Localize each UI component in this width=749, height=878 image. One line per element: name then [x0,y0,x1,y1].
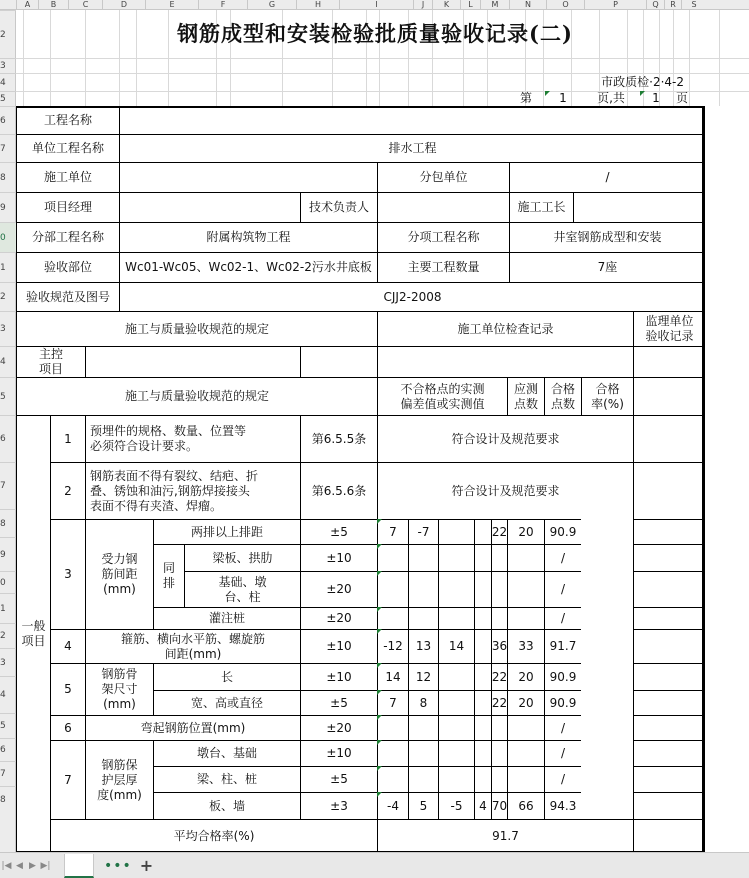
measure-two_rows-0[interactable]: 7 [377,519,408,544]
first-sheet-icon[interactable]: |◀ [1,860,12,871]
measure-slab-0[interactable]: -4 [377,792,408,819]
measure-base-5[interactable] [507,571,544,607]
hdr-measure: 不合格点的实测 偏差值或实测值 [377,377,507,415]
sheet-tab-page1[interactable] [64,854,94,878]
project-name-label: 工程名称 [16,106,119,134]
column-header-c[interactable]: C [68,0,102,10]
supervisor-two_rows[interactable] [633,519,705,544]
comment-marker-icon [377,715,382,720]
row-header-14[interactable]: 4 [0,346,16,377]
measure-base-0[interactable] [377,571,408,607]
tolerance-width: ±5 [300,690,377,715]
construction-unit-label: 施工单位 [16,162,119,192]
measure-base-2[interactable] [438,571,474,607]
item2-clause: 第6.5.6条 [300,462,377,519]
measure-beam-4[interactable] [491,544,507,571]
measure-slab-5[interactable]: 66 [507,792,544,819]
project-manager-label: 项目经理 [16,192,119,222]
comment-marker-icon [640,91,645,96]
measure-beam-5[interactable] [507,544,544,571]
comment-marker-icon [377,519,382,524]
main-control-c2[interactable] [300,346,377,377]
measure-width-3[interactable] [474,690,491,715]
add-sheet-icon[interactable]: + [139,856,154,875]
section-spec-header: 施工与质量验收规范的规定 [16,311,377,346]
measure-cast-6[interactable]: / [544,607,581,629]
column-header-f[interactable]: F [198,0,247,10]
foreman-label: 施工工长 [509,192,573,222]
main-qty-label: 主要工程数量 [377,252,509,282]
r-slab: 板、墙 [153,792,300,819]
measure-base-1[interactable] [408,571,438,607]
same-row-label: 同 排 [153,544,184,607]
tolerance-bent: ±20 [300,715,377,740]
comment-marker-icon [377,740,382,745]
tech-lead-value[interactable] [377,192,509,222]
item2-desc: 钢筋表面不得有裂纹、结疤、折 叠、锈蚀和油污,钢筋焊接接头 表面不得有夹渣、焊瘤。 [85,462,300,519]
item6-no: 6 [50,715,85,740]
measure-bent-3[interactable] [474,715,491,740]
division-label: 分部工程名称 [16,222,119,252]
item7-name: 钢筋保 护层厚 度(mm) [85,740,153,819]
subitem-value[interactable]: 井室钢筋成型和安装 [509,222,705,252]
supervisor-column[interactable] [633,766,705,792]
measure-length-4[interactable]: 22 [491,663,507,690]
measure-length-0[interactable]: 14 [377,663,408,690]
supervisor-cast[interactable] [633,607,705,629]
row-header-9[interactable]: 9 [0,192,16,222]
measure-length-6[interactable]: 90.9 [544,663,581,690]
measure-two_rows-6[interactable]: 90.9 [544,519,581,544]
measure-base-4[interactable] [491,571,507,607]
r-width: 宽、高或直径 [153,690,300,715]
gridline-h [16,58,749,59]
column-header-a[interactable]: A [16,0,38,10]
row-header-23[interactable]: 3 [0,648,16,676]
measure-bent-2[interactable] [438,715,474,740]
measure-stirrup-2[interactable]: 14 [438,629,474,663]
main-control-c3[interactable] [377,346,633,377]
hdr-spec: 施工与质量验收规范的规定 [16,377,377,415]
item1-no: 1 [50,415,85,462]
tolerance-beam: ±10 [300,544,377,571]
measure-stirrup-5[interactable]: 33 [507,629,544,663]
avg-sup[interactable] [633,819,705,852]
comment-marker-icon [377,792,382,797]
measure-beam-6[interactable]: / [544,544,581,571]
main-control-label: 主控 项目 [16,346,85,377]
column-header-p[interactable]: P [584,0,646,10]
hdr-rate: 合格 率(%) [581,377,633,415]
item1-clause: 第6.5.5条 [300,415,377,462]
comment-marker-icon [377,690,382,695]
row-header-25[interactable]: 5 [0,713,16,738]
row-header-7[interactable]: 7 [0,134,16,162]
supervisor-length[interactable] [633,663,705,690]
item3-no: 3 [50,519,85,629]
unit-project-value[interactable]: 排水工程 [119,134,705,162]
item1-sup[interactable] [633,415,705,462]
measure-beam-1[interactable] [408,544,438,571]
measure-column-1[interactable] [408,766,438,792]
row-header-4[interactable]: 4 [0,73,16,91]
avg-label: 平均合格率(%) [50,819,377,852]
measure-cast-3[interactable] [474,607,491,629]
row-header-15[interactable]: 5 [0,377,16,415]
r-cast: 灌注桩 [153,607,300,629]
item4-no: 4 [50,629,85,663]
measure-width-5[interactable]: 20 [507,690,544,715]
comment-marker-icon [377,544,382,549]
measure-beam-2[interactable] [438,544,474,571]
row-header-28[interactable]: 8 [0,786,16,813]
division-value[interactable]: 附属构筑物工程 [119,222,377,252]
measure-width-1[interactable]: 8 [408,690,438,715]
measure-cast-4[interactable] [491,607,507,629]
measure-length-5[interactable]: 20 [507,663,544,690]
measure-two_rows-5[interactable]: 20 [507,519,544,544]
column-header-m[interactable]: M [480,0,509,10]
measure-bent-1[interactable] [408,715,438,740]
hdr-supervisor [633,377,705,415]
column-header-i[interactable]: I [339,0,413,10]
measure-column-6[interactable]: / [544,766,581,792]
row-header-27[interactable]: 7 [0,761,16,786]
row-header-21[interactable]: 1 [0,593,16,623]
row-header-17[interactable]: 7 [0,462,16,509]
row-header-22[interactable]: 2 [0,623,16,648]
column-header-l[interactable]: L [460,0,480,10]
column-header-b[interactable]: B [38,0,68,10]
item7-no: 7 [50,740,85,819]
measure-cast-1[interactable] [408,607,438,629]
measure-slab-1[interactable]: 5 [408,792,438,819]
measure-pier-2[interactable] [438,740,474,766]
measure-column-5[interactable] [507,766,544,792]
item5-name: 钢筋骨 架尺寸 (mm) [85,663,153,715]
comment-marker-icon [377,607,382,612]
row-header-3[interactable]: 3 [0,58,16,73]
r-column: 梁、柱、桩 [153,766,300,792]
column-header-e[interactable]: E [145,0,198,10]
r-two-rows: 两排以上排距 [153,519,300,544]
main-control-c4[interactable] [633,346,705,377]
measure-two_rows-2[interactable] [438,519,474,544]
supervisor-beam[interactable] [633,544,705,571]
row-header-bar [0,10,16,852]
measure-length-3[interactable] [474,663,491,690]
measure-pier-3[interactable] [474,740,491,766]
tech-lead-label: 技术负责人 [300,192,377,222]
comment-marker-icon [377,663,382,668]
measure-slab-4[interactable]: 70 [491,792,507,819]
tolerance-column: ±5 [300,766,377,792]
sheet-tab-bar [0,852,749,878]
prev-sheet-icon[interactable]: ◀ [16,860,23,871]
measure-stirrup-0[interactable]: -12 [377,629,408,663]
supervisor-bent[interactable] [633,715,705,740]
row-header-18[interactable]: 8 [0,509,16,537]
measure-pier-1[interactable] [408,740,438,766]
measure-stirrup-3[interactable] [474,629,491,663]
avg-value: 91.7 [377,819,633,852]
spec-label: 验收规范及图号 [16,282,119,311]
section-check-header: 施工单位检查记录 [377,311,633,346]
next-sheet-icon[interactable]: ▶ [29,860,36,871]
item1-desc: 预埋件的规格、数量、位置等 必须符合设计要求。 [85,415,300,462]
measure-slab-6[interactable]: 94.3 [544,792,581,819]
measure-column-2[interactable] [438,766,474,792]
supervisor-pier[interactable] [633,740,705,766]
comment-marker-icon [377,766,382,771]
item2-result: 符合设计及规范要求 [377,462,633,519]
row-header-13[interactable]: 3 [0,311,16,346]
more-sheets-icon[interactable]: ••• [104,857,132,874]
tolerance-stirrup: ±10 [300,629,377,663]
row-header-10[interactable]: 0 [0,222,16,252]
column-header-g[interactable]: G [247,0,296,10]
measure-width-2[interactable] [438,690,474,715]
measure-length-1[interactable]: 12 [408,663,438,690]
column-header-n[interactable]: N [509,0,546,10]
page-num: 1 [559,91,567,105]
unit-project-label: 单位工程名称 [16,134,119,162]
measure-base-6[interactable]: / [544,571,581,607]
spec-value[interactable]: CJJ2-2008 [119,282,705,311]
measure-base-3[interactable] [474,571,491,607]
item6-name: 弯起钢筋位置(mm) [85,715,300,740]
r-pier: 墩台、基础 [153,740,300,766]
row-header-6[interactable]: 6 [0,106,16,134]
row-header-12[interactable]: 2 [0,282,16,311]
hdr-should: 应测 点数 [507,377,544,415]
column-header-k[interactable]: K [432,0,460,10]
r-length: 长 [153,663,300,690]
measure-width-4[interactable]: 22 [491,690,507,715]
tolerance-two_rows: ±5 [300,519,377,544]
row-header-5[interactable]: 5 [0,91,16,106]
main-qty-value[interactable]: 7座 [509,252,705,282]
subcontract-label: 分包单位 [377,162,509,192]
acceptance-part-value[interactable]: Wc01-Wc05、Wc02-1、Wc02-2污水井底板 [119,252,377,282]
supervisor-base[interactable] [633,571,705,607]
supervisor-stirrup[interactable] [633,629,705,663]
row-header-19[interactable]: 9 [0,537,16,571]
item1-result: 符合设计及规范要求 [377,415,633,462]
item4-name: 箍筋、横向水平筋、螺旋筋 间距(mm) [85,629,300,663]
measure-pier-6[interactable]: / [544,740,581,766]
measure-beam-3[interactable] [474,544,491,571]
row-header-16[interactable]: 6 [0,415,16,462]
measure-bent-6[interactable]: / [544,715,581,740]
cell-grid[interactable] [16,10,749,852]
last-sheet-icon[interactable]: ▶| [40,860,51,871]
page-label-di: 第 [519,91,532,105]
measure-pier-4[interactable] [491,740,507,766]
measure-width-6[interactable]: 90.9 [544,690,581,715]
measure-slab-2[interactable]: -5 [438,792,474,819]
project-name-value[interactable] [119,106,705,134]
column-header-h[interactable]: H [296,0,339,10]
acceptance-part-label: 验收部位 [16,252,119,282]
tolerance-cast: ±20 [300,607,377,629]
comment-marker-icon [377,629,382,634]
column-header-j[interactable]: J [413,0,432,10]
measure-column-3[interactable] [474,766,491,792]
measure-pier-5[interactable] [507,740,544,766]
page-label-ye: 页 [675,91,688,105]
subcontract-value[interactable]: / [509,162,705,192]
measure-bent-5[interactable] [507,715,544,740]
measure-column-4[interactable] [491,766,507,792]
main-control-c1[interactable] [85,346,300,377]
tolerance-slab: ±3 [300,792,377,819]
column-header-d[interactable]: D [102,0,145,10]
tolerance-pier: ±10 [300,740,377,766]
form-code: 市政质检·2·4-2 [601,74,684,89]
measure-two_rows-3[interactable] [474,519,491,544]
row-header-11[interactable]: 1 [0,252,16,282]
subitem-label: 分项工程名称 [377,222,509,252]
item2-sup[interactable] [633,462,705,519]
tolerance-length: ±10 [300,663,377,690]
foreman-value[interactable] [573,192,705,222]
row-header-2[interactable]: 2 [0,10,16,58]
form-title: 钢筋成型和安装检验批质量验收记录(二) [177,20,573,46]
r-base: 基础、墩 台、柱 [184,571,300,607]
row-header-20[interactable]: 0 [0,571,16,593]
supervisor-header: 监理单位 验收记录 [633,311,705,346]
project-manager-value[interactable] [119,192,300,222]
item3-name: 受力钢 筋间距 (mm) [85,519,153,629]
row-header-26[interactable]: 6 [0,738,16,761]
row-header-8[interactable]: 8 [0,162,16,192]
general-items-label: 一般 项目 [16,415,50,852]
row-header-24[interactable]: 4 [0,676,16,713]
supervisor-slab[interactable] [633,792,705,819]
comment-marker-icon [377,571,382,576]
column-header-bar [0,0,749,10]
measure-stirrup-6[interactable]: 91.7 [544,629,581,663]
measure-two_rows-1[interactable]: -7 [408,519,438,544]
page-total: 1 [652,91,660,105]
item2-no: 2 [50,462,85,519]
hdr-pass: 合格 点数 [544,377,581,415]
measure-stirrup-1[interactable]: 13 [408,629,438,663]
column-header-s[interactable]: S [681,0,706,10]
measure-stirrup-4[interactable]: 36 [491,629,507,663]
measure-slab-3[interactable]: 4 [474,792,491,819]
page-label-ye-gong: 页,共 [597,91,625,105]
measure-cast-5[interactable] [507,607,544,629]
r-beam: 梁板、拱肋 [184,544,300,571]
column-header-q[interactable]: Q [646,0,664,10]
comment-marker-icon [545,91,550,96]
column-header-o[interactable]: O [546,0,584,10]
supervisor-width[interactable] [633,690,705,715]
column-header-r[interactable]: R [664,0,681,10]
measure-bent-4[interactable] [491,715,507,740]
measure-two_rows-4[interactable]: 22 [491,519,507,544]
measure-width-0[interactable]: 7 [377,690,408,715]
measure-cast-2[interactable] [438,607,474,629]
measure-length-2[interactable] [438,663,474,690]
construction-unit-value[interactable] [119,162,377,192]
tolerance-base: ±20 [300,571,377,607]
item5-no: 5 [50,663,85,715]
